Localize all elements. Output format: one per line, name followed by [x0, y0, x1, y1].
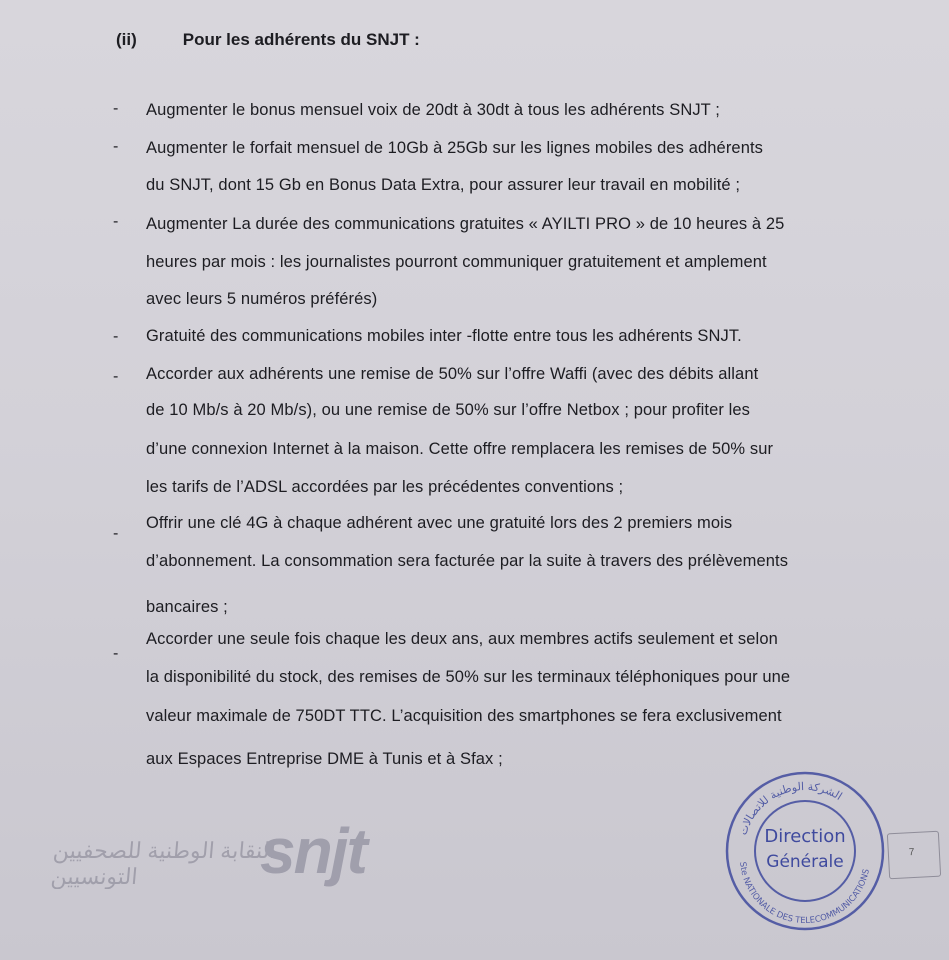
bullet-marker: -	[113, 525, 119, 542]
text-line: Augmenter La durée des communications gratuites « AYILTI PRO » de 10 heures à 25	[146, 215, 785, 233]
official-stamp	[722, 768, 888, 934]
page-number-box	[887, 831, 941, 880]
text-line: valeur maximale de 750DT TTC. L’acquisition des smartphones se fera exclusivement	[146, 707, 782, 725]
text-line: aux Espaces Entreprise DME à Tunis et à Sfax ;	[146, 750, 503, 768]
text-line: Offrir une clé 4G à chaque adhérent avec une gratuité lors des 2 premiers mois	[146, 514, 733, 532]
logo-arabic-text: النقابة الوطنية للصحفيين التونسيين	[49, 838, 277, 889]
text-line: la disponibilité du stock, des remises de 50% sur les terminaux téléphoniques pour une	[146, 668, 791, 686]
stamp-line-1: Direction	[764, 826, 846, 847]
stamp-line-2: Générale	[766, 852, 844, 872]
text-line: Augmenter le forfait mensuel de 10Gb à 25Gb sur les lignes mobiles des adhérents	[146, 139, 764, 157]
text-line: Augmenter le bonus mensuel voix de 20dt à 30dt à tous les adhérents SNJT ;	[146, 101, 720, 119]
text-line: d’une connexion Internet à la maison. Cette offre remplacera les remises de 50% sur	[146, 440, 774, 458]
page-number: 7	[908, 846, 915, 859]
text-line: Accorder aux adhérents une remise de 50% sur l’offre Waffi (avec des débits allant	[146, 365, 759, 383]
bullet-marker: -	[113, 328, 119, 345]
text-line: avec leurs 5 numéros préférés)	[146, 290, 378, 308]
text-line: de 10 Mb/s à 20 Mb/s), ou une remise de 50% sur l’offre Netbox ; pour profiter les	[146, 401, 751, 419]
text-line: du SNJT, dont 15 Gb en Bonus Data Extra, pour assurer leur travail en mobilité ;	[146, 176, 741, 194]
text-line: bancaires ;	[146, 598, 228, 616]
bullet-marker: -	[113, 138, 119, 155]
text-line: Accorder une seule fois chaque les deux ans, aux membres actifs seulement et selon	[146, 630, 778, 648]
bullet-marker: -	[113, 368, 119, 385]
text-line: d’abonnement. La consommation sera facturée par la suite à travers des prélèvements	[146, 552, 789, 570]
bullet-marker: -	[113, 213, 119, 230]
section-heading	[116, 30, 420, 50]
bullet-marker: -	[113, 100, 119, 117]
text-line: heures par mois : les journalistes pourront communiquer gratuitement et amplement	[146, 253, 767, 271]
logo-mark: snjt	[260, 815, 366, 887]
text-line: Gratuité des communications mobiles inter -flotte entre tous les adhérents SNJT.	[146, 327, 742, 345]
text-line: les tarifs de l’ADSL accordées par les précédentes conventions ;	[146, 478, 624, 496]
stamp-ring-text: Ste NATIONALE DES TELECOMMUNICATIONS	[737, 861, 872, 927]
snjt-logo	[48, 808, 366, 918]
section-title: Pour les adhérents du SNJT :	[182, 30, 420, 49]
section-number: (ii)	[116, 30, 137, 49]
stamp-arabic-ring: الشركة الوطنية للاتصالات	[736, 780, 845, 837]
bullet-marker: -	[113, 645, 119, 662]
